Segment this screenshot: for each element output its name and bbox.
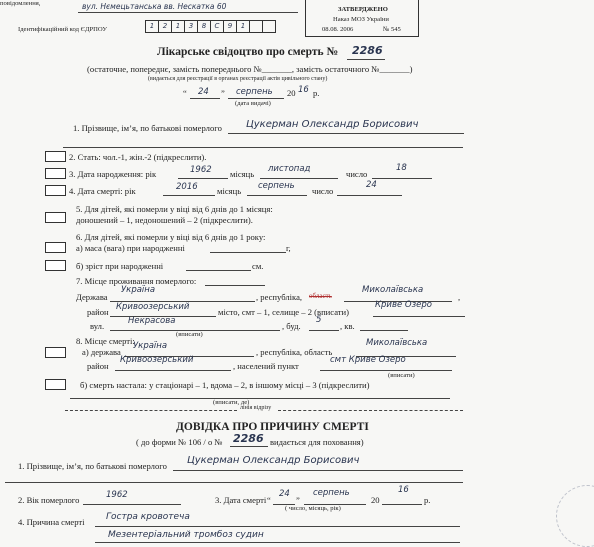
q7-oblast-value: Миколаївська (362, 285, 424, 295)
q2-label: 2. Стать: чол.-1, жін.-2 (підкреслити). (69, 152, 207, 162)
q8a-state: Україна (133, 341, 168, 351)
q8a-district: Кривоозерський (120, 355, 194, 365)
q1-line-2 (63, 147, 463, 148)
q6a-line (210, 252, 286, 253)
reference-number-line (230, 446, 268, 447)
q2-box[interactable] (45, 151, 66, 162)
certificate-number: 2286 (352, 44, 383, 57)
q8a-oblast: Миколаївська (366, 338, 428, 348)
certificate-title: Лікарське свідоцтво про смерть № (157, 46, 339, 58)
q3-year-line (178, 178, 228, 179)
order-number: № 545 (383, 26, 401, 33)
q7-house-label: , буд. (282, 321, 301, 331)
q6a-box[interactable] (45, 242, 66, 253)
order-date: 08.08. 2006 (322, 26, 354, 33)
q8a-district-line (115, 370, 231, 371)
q8a-write-note: (вписати) (388, 372, 415, 379)
issue-quote-close: ” (221, 88, 225, 98)
r4-line2: Мезентеріальний тромбоз судин (108, 530, 264, 540)
cut-line-right (278, 410, 463, 411)
r3-quote-close: ” (296, 495, 300, 505)
q7-settlement: Криве Озеро (375, 300, 432, 310)
r1-line-2 (5, 482, 463, 483)
r1-value: Цукерман Олександр Борисович (187, 455, 360, 466)
q4-month-label: місяць (217, 186, 242, 196)
q7-apt-label: , кв. (340, 321, 355, 331)
q7-apt-line (360, 330, 408, 331)
issue-note: (видається для реєстрації в органах реєстрації актів цивільного стану) (148, 76, 328, 82)
issue-year-suffix: 16 (298, 85, 309, 95)
certificate-subtitle: (остаточне, попереднє, замість попереднього №_______, замість остаточного №_______) (87, 64, 413, 74)
r4-line1: Гостра кровотеча (106, 512, 190, 522)
q3-day: 18 (396, 163, 407, 173)
edrpou-cells: 1 2 1 3 8 С 9 1 (145, 20, 276, 33)
r1-line (173, 470, 463, 471)
q8-label: 8. Місце смерті: (76, 336, 135, 346)
issue-month: серпень (236, 87, 273, 97)
q4-day-label: число (312, 186, 334, 196)
q7-oblast-label: область (309, 292, 332, 300)
q8b-write-note: (вписати, де) (213, 399, 250, 406)
q4-year: 2016 (176, 182, 198, 192)
q7-house: 5 (316, 315, 322, 325)
q3-year: 1962 (190, 165, 212, 175)
issue-year-end: р. (313, 88, 320, 98)
reference-form-note-pre: ( до форми № 106 / о № (136, 437, 223, 447)
q8b-box[interactable] (45, 379, 66, 390)
r2-line (83, 504, 181, 505)
q8a-box[interactable] (45, 347, 66, 358)
q6a-unit: г, (286, 243, 291, 253)
q7-republic-label: , республіка, (256, 292, 303, 302)
order-label: Наказ МОЗ України (333, 16, 389, 23)
r3-year-end: р. (424, 495, 431, 505)
q8a-settlement: смт Криве Озеро (330, 355, 406, 365)
header-label-notification: повідомлення, (0, 0, 41, 7)
q8a-republic: , республіка, область (256, 347, 333, 357)
r3-year-prefix: 20 (371, 495, 380, 505)
header-address-value: вул. Нємецьтанська вв. Нескатка 60 (82, 2, 227, 11)
approved-label: ЗАТВЕРДЖЕНО (338, 6, 388, 13)
issue-day-line (190, 98, 220, 99)
issue-day: 24 (198, 87, 209, 97)
q6b-unit: см. (252, 261, 264, 271)
r3-day: 24 (279, 489, 290, 499)
q8a-district-label: район (87, 361, 109, 371)
issue-date-label: (дата видачі) (235, 100, 271, 107)
q8b-line (70, 398, 450, 399)
q8a-state-label: а) держава (82, 347, 121, 357)
cut-line-left (65, 410, 237, 411)
q7-label: 7. Місце проживання померлого: (76, 276, 197, 286)
r3-note: ( число, місяць, рік) (285, 505, 341, 512)
r3-year-line (382, 504, 422, 505)
q7-street-label: вул. (90, 321, 105, 331)
q3-day-label: число (346, 169, 368, 179)
q5-options: доношений – 1, недоношений – 2 (підкреслити). (76, 215, 253, 225)
q7-district: Кривоозерський (116, 302, 190, 312)
r1-label: 1. Прізвище, ім’я, по батькові померлого (18, 461, 167, 471)
issue-quote-open: “ (183, 88, 187, 98)
q7-write-note: (вписати) (176, 331, 203, 338)
q4-day: 24 (366, 180, 377, 190)
q7-line (205, 285, 265, 286)
q4-box[interactable] (45, 185, 66, 196)
r4-line-2 (95, 542, 460, 543)
issue-year-prefix: 20 (287, 88, 296, 98)
r3-label: 3. Дата смерті (215, 495, 267, 505)
r4-line (95, 526, 460, 527)
q7-street: Некрасова (128, 316, 176, 326)
q4-month: серпень (258, 181, 295, 191)
q1-value: Цукерман Олександр Борисович (246, 119, 419, 130)
q3-label: 3. Дата народження: рік (69, 169, 157, 179)
r3-year: 16 (398, 485, 409, 495)
q4-year-line (163, 195, 215, 196)
q4-month-line (247, 195, 307, 196)
q6a-label: а) маса (вага) при народженні (76, 243, 185, 253)
reference-number: 2286 (233, 432, 264, 445)
q3-month-line (260, 178, 338, 179)
q8a-settlement-label: , населений пункт (233, 361, 299, 371)
edrpou-label: Ідентифікаційний код ЄДРПОУ (18, 26, 107, 33)
r2-value: 1962 (106, 490, 128, 500)
q6b-label: б) зріст при народженні (76, 261, 164, 271)
q4-label: 4. Дата смерті: рік (69, 186, 136, 196)
r3-quote-open: “ (267, 495, 271, 505)
q5-box[interactable] (45, 212, 66, 223)
q7-district-label: район (87, 307, 109, 317)
q1-label: 1. Прізвище, ім’я, по батькові померлого (73, 123, 222, 133)
issue-month-line (228, 98, 284, 99)
cut-line-label: лінія відрізу (240, 405, 272, 411)
q3-month-label: місяць (230, 169, 255, 179)
q3-box[interactable] (45, 168, 66, 179)
q5-label: 5. Для дітей, які померли у віці від 6 днів до 1 місяця: (76, 204, 273, 214)
q4-day-line (337, 195, 402, 196)
r4-label: 4. Причина смерті (18, 517, 85, 527)
q7-settlement-line (373, 316, 465, 317)
q7-comma: , (458, 292, 461, 302)
q7-state: Україна (121, 285, 156, 295)
seal-stamp (556, 485, 594, 547)
q6b-box[interactable] (45, 260, 66, 271)
q8b-label: б) смерть настала: у стаціонарі – 1, вдома – 2, в іншому місці – 3 (підкреслити) (80, 380, 370, 390)
q6b-line (186, 270, 251, 271)
r2-label: 2. Вік померлого (18, 495, 80, 505)
q7-house-line (309, 330, 339, 331)
q8a-settlement-line (320, 370, 452, 371)
q3-month: листопад (268, 164, 311, 174)
reference-title: ДОВІДКА ПРО ПРИЧИНУ СМЕРТІ (176, 421, 369, 433)
certificate-number-line (347, 59, 385, 60)
q1-line (228, 133, 464, 134)
r3-month: серпень (313, 488, 350, 498)
q7-settlement-label: місто, смт – 1, селище – 2 (вписати) (218, 307, 350, 317)
q7-state-label: Держава (76, 292, 108, 302)
q6-label: 6. Для дітей, які померли у віці від 6 днів до 1 року: (76, 232, 266, 242)
q3-day-line (372, 178, 432, 179)
header-line (78, 12, 298, 13)
reference-form-note-post: видається для поховання) (270, 437, 364, 447)
